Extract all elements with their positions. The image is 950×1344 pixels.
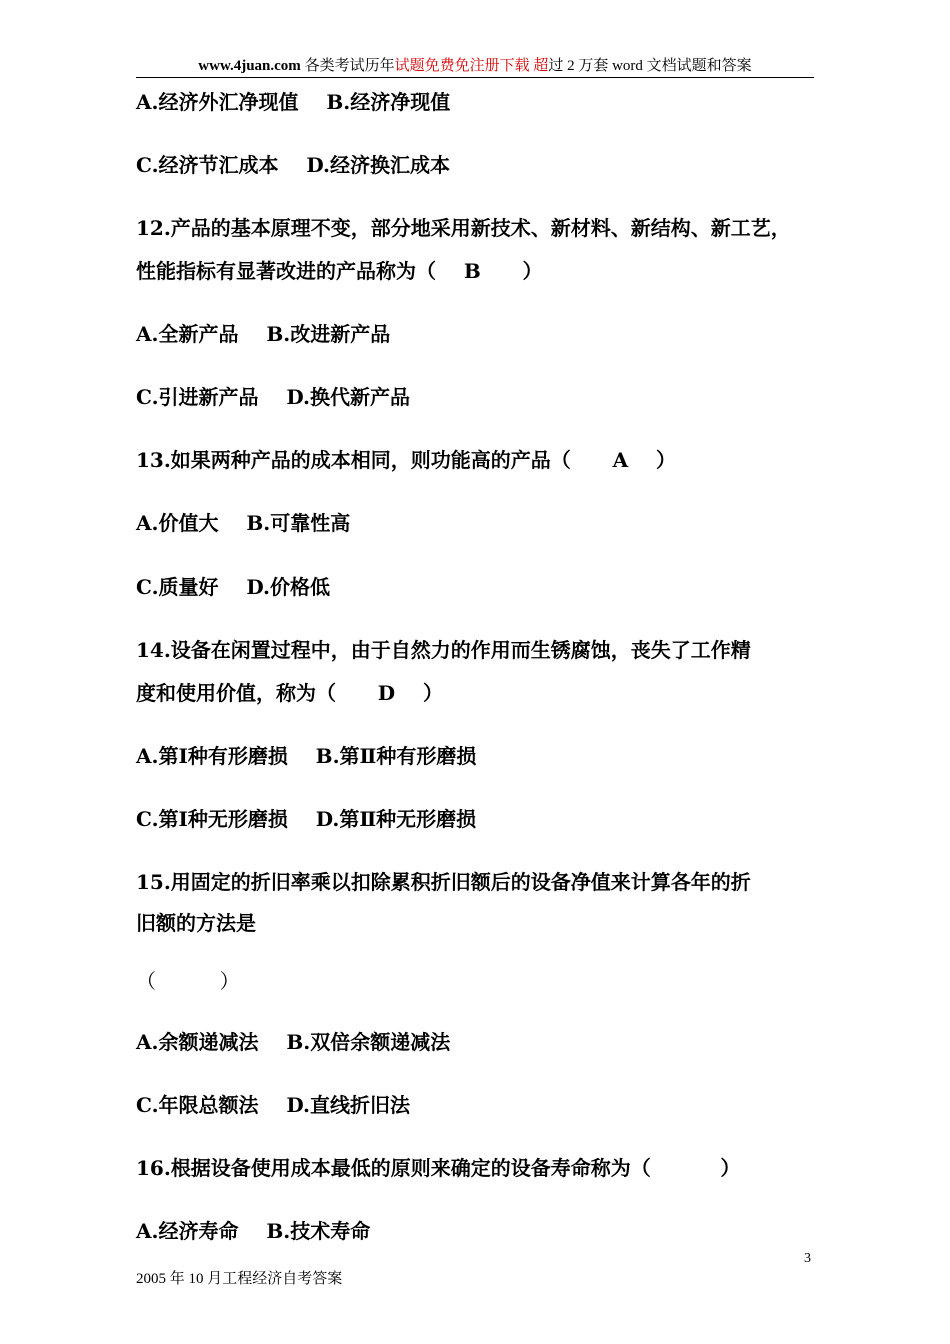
question-16: 16.根据设备使用成本最低的原则来确定的设备寿命称为（ ） <box>136 1156 741 1180</box>
question-13: 13.如果两种产品的成本相同，则功能高的产品（ A ） <box>136 448 676 472</box>
option-line: C.经济节汇成本 D.经济换汇成本 <box>136 153 450 177</box>
option-line: A.价值大 B.可靠性高 <box>136 511 351 535</box>
header-site-link[interactable]: www.4juan.com <box>198 58 301 74</box>
page-header <box>136 56 814 78</box>
option-line: A.余额递减法 B.双倍余额递减法 <box>136 1030 451 1054</box>
page-footer: 2005 年 10 月工程经济自考答案 <box>136 1271 343 1287</box>
header-red-text: 试题免费免注册下载 超 <box>394 58 549 74</box>
question-12: 12.产品的基本原理不变，部分地采用新技术、新材料、新结构、新工艺， <box>136 216 791 240</box>
question-15: 15.用固定的折旧率乘以扣除累积折旧额后的设备净值来计算各年的折 <box>136 870 751 894</box>
option-line: A.全新产品 B.改进新产品 <box>136 322 391 346</box>
question-12-cont: 性能指标有显著改进的产品称为（ B ） <box>136 259 543 283</box>
option-line: C.引进新产品 D.换代新产品 <box>136 385 410 409</box>
question-14-cont: 度和使用价值，称为（ D ） <box>136 681 443 705</box>
answer-blank: （ ） <box>136 969 240 993</box>
option-line: A.经济外汇净现值 B.经济净现值 <box>136 90 451 114</box>
option-line: A.经济寿命 B.技术寿命 <box>136 1219 371 1243</box>
option-line: C.年限总额法 D.直线折旧法 <box>136 1093 410 1117</box>
option-line: A.第Ⅰ种有形磨损 B.第Ⅱ种有形磨损 <box>136 744 477 768</box>
page-number: 3 <box>804 1251 811 1266</box>
question-14: 14.设备在闲置过程中，由于自然力的作用而生锈腐蚀，丧失了工作精 <box>136 638 751 662</box>
header-text-after: 过 2 万套 word 文档试题和答案 <box>548 58 752 74</box>
option-line: C.质量好 D.价格低 <box>136 575 330 599</box>
option-line: C.第Ⅰ种无形磨损 D.第Ⅱ种无形磨损 <box>136 807 477 831</box>
header-text: 各类考试历年 <box>300 58 395 74</box>
question-15-cont: 旧额的方法是 <box>136 911 256 935</box>
